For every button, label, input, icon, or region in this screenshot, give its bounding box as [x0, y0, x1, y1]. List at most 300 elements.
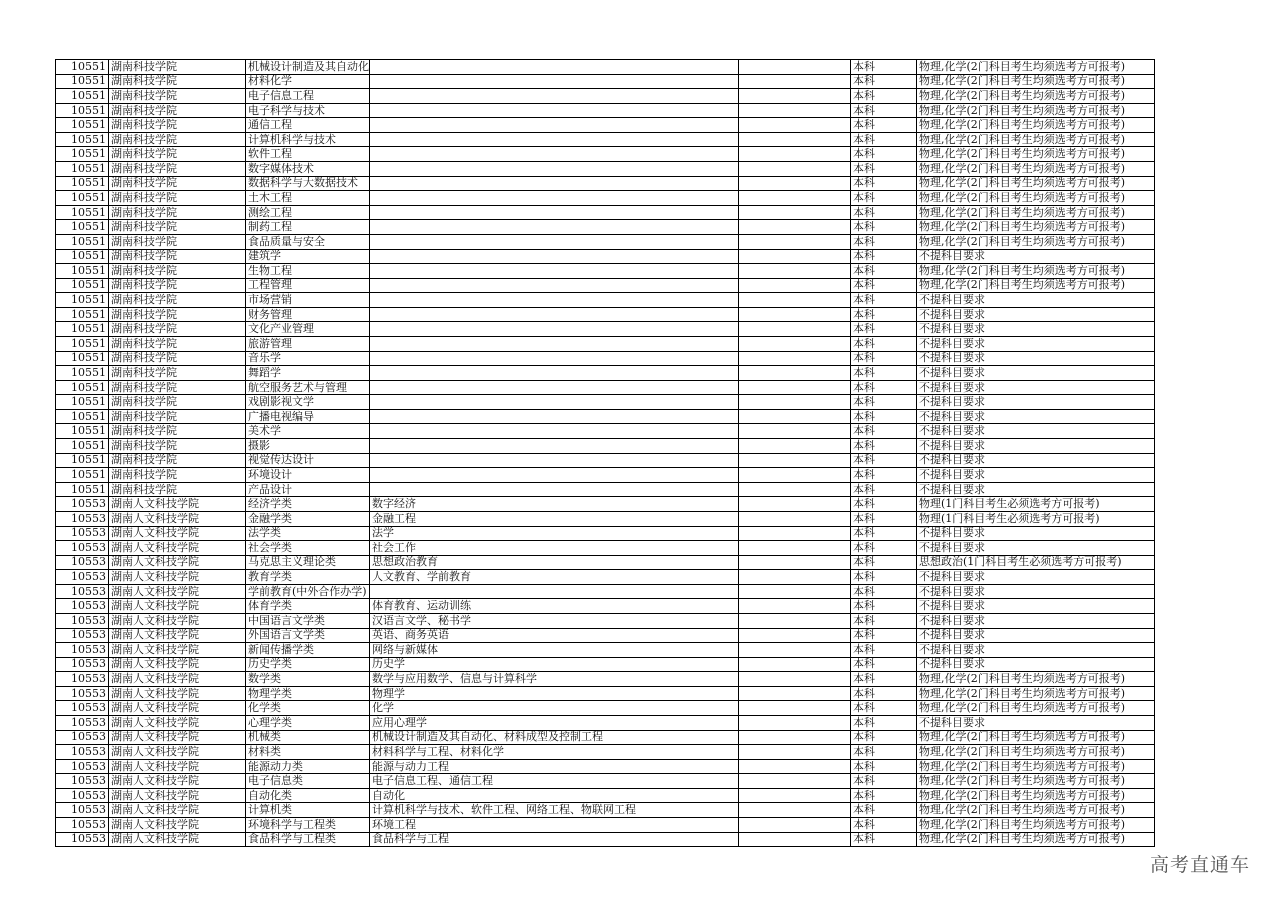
subject-requirement-cell: 不提科目要求: [917, 409, 1155, 424]
empty-cell: [739, 759, 851, 774]
education-level-cell: 本科: [851, 759, 917, 774]
subject-requirement-cell: 物理,化学(2门科目考生均须选考方可报考): [917, 745, 1155, 760]
included-majors-cell: [370, 584, 739, 599]
school-name-cell: 湖南科技学院: [109, 205, 246, 220]
subject-requirement-cell: 物理,化学(2门科目考生均须选考方可报考): [917, 686, 1155, 701]
education-level-cell: 本科: [851, 336, 917, 351]
included-majors-cell: [370, 351, 739, 366]
school-code-cell: 10553: [56, 657, 109, 672]
subject-requirement-cell: 物理,化学(2门科目考生均须选考方可报考): [917, 234, 1155, 249]
table-row: [56, 205, 1155, 220]
major-category-cell: 数学类: [246, 672, 370, 687]
education-level-cell: 本科: [851, 716, 917, 731]
empty-cell: [739, 832, 851, 847]
major-category-cell: 舞蹈学: [246, 366, 370, 381]
major-category-cell: 数据科学与大数据技术: [246, 176, 370, 191]
education-level-cell: 本科: [851, 60, 917, 75]
school-code-cell: 10551: [56, 366, 109, 381]
empty-cell: [739, 730, 851, 745]
empty-cell: [739, 439, 851, 454]
included-majors-cell: [370, 395, 739, 410]
included-majors-cell: [370, 74, 739, 89]
included-majors-cell: 数学与应用数学、信息与计算科学: [370, 672, 739, 687]
school-code-cell: 10553: [56, 832, 109, 847]
education-level-cell: 本科: [851, 745, 917, 760]
school-code-cell: 10551: [56, 395, 109, 410]
admission-table: [55, 59, 1155, 847]
school-code-cell: 10551: [56, 132, 109, 147]
major-category-cell: 心理学类: [246, 716, 370, 731]
table-row: [56, 424, 1155, 439]
major-category-cell: 能源动力类: [246, 759, 370, 774]
major-category-cell: 自动化类: [246, 788, 370, 803]
empty-cell: [739, 541, 851, 556]
table-row: [56, 526, 1155, 541]
school-code-cell: 10553: [56, 774, 109, 789]
education-level-cell: 本科: [851, 278, 917, 293]
table-row: [56, 351, 1155, 366]
included-majors-cell: [370, 147, 739, 162]
major-category-cell: 环境设计: [246, 468, 370, 483]
education-level-cell: 本科: [851, 832, 917, 847]
major-category-cell: 历史学类: [246, 657, 370, 672]
major-category-cell: 新闻传播学类: [246, 643, 370, 658]
included-majors-cell: [370, 220, 739, 235]
education-level-cell: 本科: [851, 570, 917, 585]
subject-requirement-cell: 物理,化学(2门科目考生均须选考方可报考): [917, 701, 1155, 716]
subject-requirement-cell: 物理,化学(2门科目考生均须选考方可报考): [917, 730, 1155, 745]
empty-cell: [739, 511, 851, 526]
major-category-cell: 土木工程: [246, 191, 370, 206]
subject-requirement-cell: 不提科目要求: [917, 336, 1155, 351]
subject-requirement-cell: 不提科目要求: [917, 541, 1155, 556]
school-code-cell: 10551: [56, 380, 109, 395]
table-row: [56, 191, 1155, 206]
school-code-cell: 10553: [56, 759, 109, 774]
empty-cell: [739, 191, 851, 206]
school-name-cell: 湖南科技学院: [109, 220, 246, 235]
included-majors-cell: 网络与新媒体: [370, 643, 739, 658]
school-code-cell: 10553: [56, 613, 109, 628]
education-level-cell: 本科: [851, 409, 917, 424]
education-level-cell: 本科: [851, 205, 917, 220]
major-category-cell: 中国语言文学类: [246, 613, 370, 628]
table-row: [56, 176, 1155, 191]
watermark-text: 高考直通车: [1149, 854, 1250, 876]
subject-requirement-cell: 不提科目要求: [917, 628, 1155, 643]
table-row: [56, 249, 1155, 264]
major-category-cell: 摄影: [246, 439, 370, 454]
education-level-cell: 本科: [851, 439, 917, 454]
school-name-cell: 湖南科技学院: [109, 293, 246, 308]
included-majors-cell: [370, 366, 739, 381]
included-majors-cell: 电子信息工程、通信工程: [370, 774, 739, 789]
school-name-cell: 湖南科技学院: [109, 89, 246, 104]
school-name-cell: 湖南人文科技学院: [109, 803, 246, 818]
school-code-cell: 10553: [56, 497, 109, 512]
empty-cell: [739, 818, 851, 833]
school-name-cell: 湖南科技学院: [109, 60, 246, 75]
included-majors-cell: 人文教育、学前教育: [370, 570, 739, 585]
major-category-cell: 文化产业管理: [246, 322, 370, 337]
school-code-cell: 10551: [56, 307, 109, 322]
included-majors-cell: [370, 307, 739, 322]
subject-requirement-cell: 不提科目要求: [917, 395, 1155, 410]
subject-requirement-cell: 不提科目要求: [917, 613, 1155, 628]
included-majors-cell: [370, 249, 739, 264]
major-category-cell: 电子信息工程: [246, 89, 370, 104]
subject-requirement-cell: 不提科目要求: [917, 380, 1155, 395]
subject-requirement-cell: 不提科目要求: [917, 643, 1155, 658]
included-majors-cell: 物理学: [370, 686, 739, 701]
subject-requirement-cell: 物理,化学(2门科目考生均须选考方可报考): [917, 774, 1155, 789]
table-row: [56, 468, 1155, 483]
school-code-cell: 10551: [56, 205, 109, 220]
subject-requirement-cell: 物理,化学(2门科目考生均须选考方可报考): [917, 220, 1155, 235]
education-level-cell: 本科: [851, 657, 917, 672]
education-level-cell: 本科: [851, 672, 917, 687]
subject-requirement-cell: 物理,化学(2门科目考生均须选考方可报考): [917, 264, 1155, 279]
empty-cell: [739, 555, 851, 570]
school-name-cell: 湖南科技学院: [109, 264, 246, 279]
empty-cell: [739, 409, 851, 424]
table-row: [56, 220, 1155, 235]
subject-requirement-cell: 不提科目要求: [917, 439, 1155, 454]
school-name-cell: 湖南人文科技学院: [109, 730, 246, 745]
table-row: [56, 307, 1155, 322]
subject-requirement-cell: 物理,化学(2门科目考生均须选考方可报考): [917, 103, 1155, 118]
table-row: [56, 716, 1155, 731]
included-majors-cell: 环境工程: [370, 818, 739, 833]
subject-requirement-cell: 不提科目要求: [917, 482, 1155, 497]
school-name-cell: 湖南科技学院: [109, 234, 246, 249]
included-majors-cell: 化学: [370, 701, 739, 716]
empty-cell: [739, 132, 851, 147]
school-code-cell: 10551: [56, 74, 109, 89]
major-category-cell: 金融学类: [246, 511, 370, 526]
empty-cell: [739, 628, 851, 643]
school-code-cell: 10551: [56, 424, 109, 439]
school-code-cell: 10551: [56, 162, 109, 177]
table-row: [56, 584, 1155, 599]
education-level-cell: 本科: [851, 147, 917, 162]
school-code-cell: 10551: [56, 468, 109, 483]
included-majors-cell: [370, 191, 739, 206]
subject-requirement-cell: 不提科目要求: [917, 307, 1155, 322]
school-code-cell: 10553: [56, 541, 109, 556]
major-category-cell: 测绘工程: [246, 205, 370, 220]
school-name-cell: 湖南人文科技学院: [109, 774, 246, 789]
subject-requirement-cell: 不提科目要求: [917, 249, 1155, 264]
education-level-cell: 本科: [851, 555, 917, 570]
empty-cell: [739, 322, 851, 337]
school-code-cell: 10553: [56, 628, 109, 643]
subject-requirement-cell: 不提科目要求: [917, 293, 1155, 308]
school-code-cell: 10553: [56, 672, 109, 687]
school-name-cell: 湖南科技学院: [109, 439, 246, 454]
school-name-cell: 湖南人文科技学院: [109, 716, 246, 731]
subject-requirement-cell: 不提科目要求: [917, 322, 1155, 337]
subject-requirement-cell: 物理,化学(2门科目考生均须选考方可报考): [917, 176, 1155, 191]
school-name-cell: 湖南科技学院: [109, 307, 246, 322]
education-level-cell: 本科: [851, 774, 917, 789]
school-code-cell: 10551: [56, 147, 109, 162]
included-majors-cell: [370, 322, 739, 337]
school-code-cell: 10551: [56, 234, 109, 249]
major-category-cell: 市场营销: [246, 293, 370, 308]
subject-requirement-cell: 物理(1门科目考生必须选考方可报考): [917, 511, 1155, 526]
table-row: [56, 832, 1155, 847]
school-code-cell: 10553: [56, 526, 109, 541]
education-level-cell: 本科: [851, 249, 917, 264]
empty-cell: [739, 336, 851, 351]
subject-requirement-cell: 物理,化学(2门科目考生均须选考方可报考): [917, 74, 1155, 89]
school-code-cell: 10551: [56, 103, 109, 118]
table-row: [56, 89, 1155, 104]
empty-cell: [739, 584, 851, 599]
education-level-cell: 本科: [851, 818, 917, 833]
empty-cell: [739, 307, 851, 322]
education-level-cell: 本科: [851, 89, 917, 104]
table-row: [56, 803, 1155, 818]
table-body: [56, 60, 1155, 847]
major-category-cell: 外国语言文学类: [246, 628, 370, 643]
empty-cell: [739, 570, 851, 585]
table-row: [56, 482, 1155, 497]
table-row: [56, 162, 1155, 177]
school-code-cell: 10551: [56, 278, 109, 293]
table-row: [56, 293, 1155, 308]
empty-cell: [739, 89, 851, 104]
school-code-cell: 10551: [56, 322, 109, 337]
empty-cell: [739, 497, 851, 512]
education-level-cell: 本科: [851, 366, 917, 381]
education-level-cell: 本科: [851, 541, 917, 556]
major-category-cell: 数字媒体技术: [246, 162, 370, 177]
empty-cell: [739, 599, 851, 614]
school-name-cell: 湖南科技学院: [109, 453, 246, 468]
empty-cell: [739, 220, 851, 235]
included-majors-cell: 自动化: [370, 788, 739, 803]
included-majors-cell: [370, 482, 739, 497]
major-category-cell: 机械设计制造及其自动化: [246, 60, 370, 75]
school-code-cell: 10551: [56, 439, 109, 454]
school-code-cell: 10553: [56, 788, 109, 803]
major-category-cell: 工程管理: [246, 278, 370, 293]
table-row: [56, 147, 1155, 162]
school-name-cell: 湖南科技学院: [109, 395, 246, 410]
education-level-cell: 本科: [851, 351, 917, 366]
school-name-cell: 湖南人文科技学院: [109, 643, 246, 658]
school-code-cell: 10553: [56, 584, 109, 599]
education-level-cell: 本科: [851, 643, 917, 658]
empty-cell: [739, 74, 851, 89]
empty-cell: [739, 613, 851, 628]
table-row: [56, 745, 1155, 760]
education-level-cell: 本科: [851, 584, 917, 599]
major-category-cell: 通信工程: [246, 118, 370, 133]
empty-cell: [739, 745, 851, 760]
subject-requirement-cell: 物理(1门科目考生必须选考方可报考): [917, 497, 1155, 512]
included-majors-cell: 体育教育、运动训练: [370, 599, 739, 614]
empty-cell: [739, 803, 851, 818]
table-row: [56, 511, 1155, 526]
school-code-cell: 10551: [56, 118, 109, 133]
empty-cell: [739, 351, 851, 366]
table-row: [56, 788, 1155, 803]
major-category-cell: 体育学类: [246, 599, 370, 614]
table-row: [56, 278, 1155, 293]
empty-cell: [739, 293, 851, 308]
education-level-cell: 本科: [851, 307, 917, 322]
school-name-cell: 湖南科技学院: [109, 176, 246, 191]
school-code-cell: 10553: [56, 716, 109, 731]
subject-requirement-cell: 不提科目要求: [917, 468, 1155, 483]
table-row: [56, 759, 1155, 774]
included-majors-cell: [370, 176, 739, 191]
major-category-cell: 美术学: [246, 424, 370, 439]
table-row: [56, 322, 1155, 337]
school-code-cell: 10551: [56, 409, 109, 424]
major-category-cell: 视觉传达设计: [246, 453, 370, 468]
education-level-cell: 本科: [851, 482, 917, 497]
subject-requirement-cell: 物理,化学(2门科目考生均须选考方可报考): [917, 759, 1155, 774]
school-code-cell: 10551: [56, 176, 109, 191]
major-category-cell: 计算机类: [246, 803, 370, 818]
education-level-cell: 本科: [851, 118, 917, 133]
table-row: [56, 774, 1155, 789]
empty-cell: [739, 686, 851, 701]
school-name-cell: 湖南人文科技学院: [109, 555, 246, 570]
included-majors-cell: [370, 118, 739, 133]
table-row: [56, 234, 1155, 249]
education-level-cell: 本科: [851, 293, 917, 308]
major-category-cell: 旅游管理: [246, 336, 370, 351]
empty-cell: [739, 60, 851, 75]
major-category-cell: 财务管理: [246, 307, 370, 322]
table-row: [56, 613, 1155, 628]
empty-cell: [739, 366, 851, 381]
major-category-cell: 学前教育(中外合作办学): [246, 584, 370, 599]
school-code-cell: 10553: [56, 803, 109, 818]
school-name-cell: 湖南人文科技学院: [109, 599, 246, 614]
school-name-cell: 湖南科技学院: [109, 249, 246, 264]
major-category-cell: 环境科学与工程类: [246, 818, 370, 833]
table-row: [56, 570, 1155, 585]
school-name-cell: 湖南科技学院: [109, 468, 246, 483]
major-category-cell: 社会学类: [246, 541, 370, 556]
table-row: [56, 599, 1155, 614]
major-category-cell: 制药工程: [246, 220, 370, 235]
subject-requirement-cell: 不提科目要求: [917, 584, 1155, 599]
education-level-cell: 本科: [851, 628, 917, 643]
subject-requirement-cell: 物理,化学(2门科目考生均须选考方可报考): [917, 132, 1155, 147]
school-name-cell: 湖南人文科技学院: [109, 541, 246, 556]
included-majors-cell: 英语、商务英语: [370, 628, 739, 643]
subject-requirement-cell: 物理,化学(2门科目考生均须选考方可报考): [917, 60, 1155, 75]
subject-requirement-cell: 不提科目要求: [917, 366, 1155, 381]
major-category-cell: 戏剧影视文学: [246, 395, 370, 410]
education-level-cell: 本科: [851, 497, 917, 512]
major-category-cell: 广播电视编导: [246, 409, 370, 424]
subject-requirement-cell: 物理,化学(2门科目考生均须选考方可报考): [917, 672, 1155, 687]
school-name-cell: 湖南科技学院: [109, 118, 246, 133]
education-level-cell: 本科: [851, 453, 917, 468]
empty-cell: [739, 118, 851, 133]
empty-cell: [739, 205, 851, 220]
included-majors-cell: 金融工程: [370, 511, 739, 526]
school-code-cell: 10551: [56, 336, 109, 351]
included-majors-cell: [370, 205, 739, 220]
table-row: [56, 103, 1155, 118]
empty-cell: [739, 453, 851, 468]
school-code-cell: 10551: [56, 60, 109, 75]
school-name-cell: 湖南人文科技学院: [109, 832, 246, 847]
major-category-cell: 建筑学: [246, 249, 370, 264]
included-majors-cell: [370, 453, 739, 468]
school-name-cell: 湖南科技学院: [109, 132, 246, 147]
education-level-cell: 本科: [851, 191, 917, 206]
school-code-cell: 10551: [56, 293, 109, 308]
school-code-cell: 10551: [56, 249, 109, 264]
major-category-cell: 材料类: [246, 745, 370, 760]
included-majors-cell: 能源与动力工程: [370, 759, 739, 774]
education-level-cell: 本科: [851, 103, 917, 118]
subject-requirement-cell: 物理,化学(2门科目考生均须选考方可报考): [917, 278, 1155, 293]
table-row: [56, 657, 1155, 672]
school-name-cell: 湖南人文科技学院: [109, 745, 246, 760]
school-name-cell: 湖南科技学院: [109, 278, 246, 293]
subject-requirement-cell: 不提科目要求: [917, 657, 1155, 672]
education-level-cell: 本科: [851, 132, 917, 147]
school-code-cell: 10553: [56, 745, 109, 760]
table-row: [56, 541, 1155, 556]
school-name-cell: 湖南科技学院: [109, 191, 246, 206]
table-row: [56, 730, 1155, 745]
table-row: [56, 395, 1155, 410]
table-row: [56, 686, 1155, 701]
empty-cell: [739, 103, 851, 118]
school-name-cell: 湖南人文科技学院: [109, 526, 246, 541]
empty-cell: [739, 380, 851, 395]
education-level-cell: 本科: [851, 803, 917, 818]
major-category-cell: 计算机科学与技术: [246, 132, 370, 147]
education-level-cell: 本科: [851, 686, 917, 701]
school-code-cell: 10553: [56, 730, 109, 745]
education-level-cell: 本科: [851, 322, 917, 337]
school-name-cell: 湖南科技学院: [109, 322, 246, 337]
education-level-cell: 本科: [851, 613, 917, 628]
table-row: [56, 336, 1155, 351]
major-category-cell: 电子科学与技术: [246, 103, 370, 118]
major-category-cell: 法学类: [246, 526, 370, 541]
school-code-cell: 10553: [56, 701, 109, 716]
empty-cell: [739, 234, 851, 249]
empty-cell: [739, 424, 851, 439]
subject-requirement-cell: 物理,化学(2门科目考生均须选考方可报考): [917, 191, 1155, 206]
empty-cell: [739, 643, 851, 658]
included-majors-cell: [370, 264, 739, 279]
empty-cell: [739, 264, 851, 279]
school-name-cell: 湖南科技学院: [109, 103, 246, 118]
education-level-cell: 本科: [851, 599, 917, 614]
empty-cell: [739, 176, 851, 191]
school-name-cell: 湖南科技学院: [109, 380, 246, 395]
education-level-cell: 本科: [851, 74, 917, 89]
subject-requirement-cell: 物理,化学(2门科目考生均须选考方可报考): [917, 118, 1155, 133]
school-name-cell: 湖南人文科技学院: [109, 686, 246, 701]
empty-cell: [739, 278, 851, 293]
